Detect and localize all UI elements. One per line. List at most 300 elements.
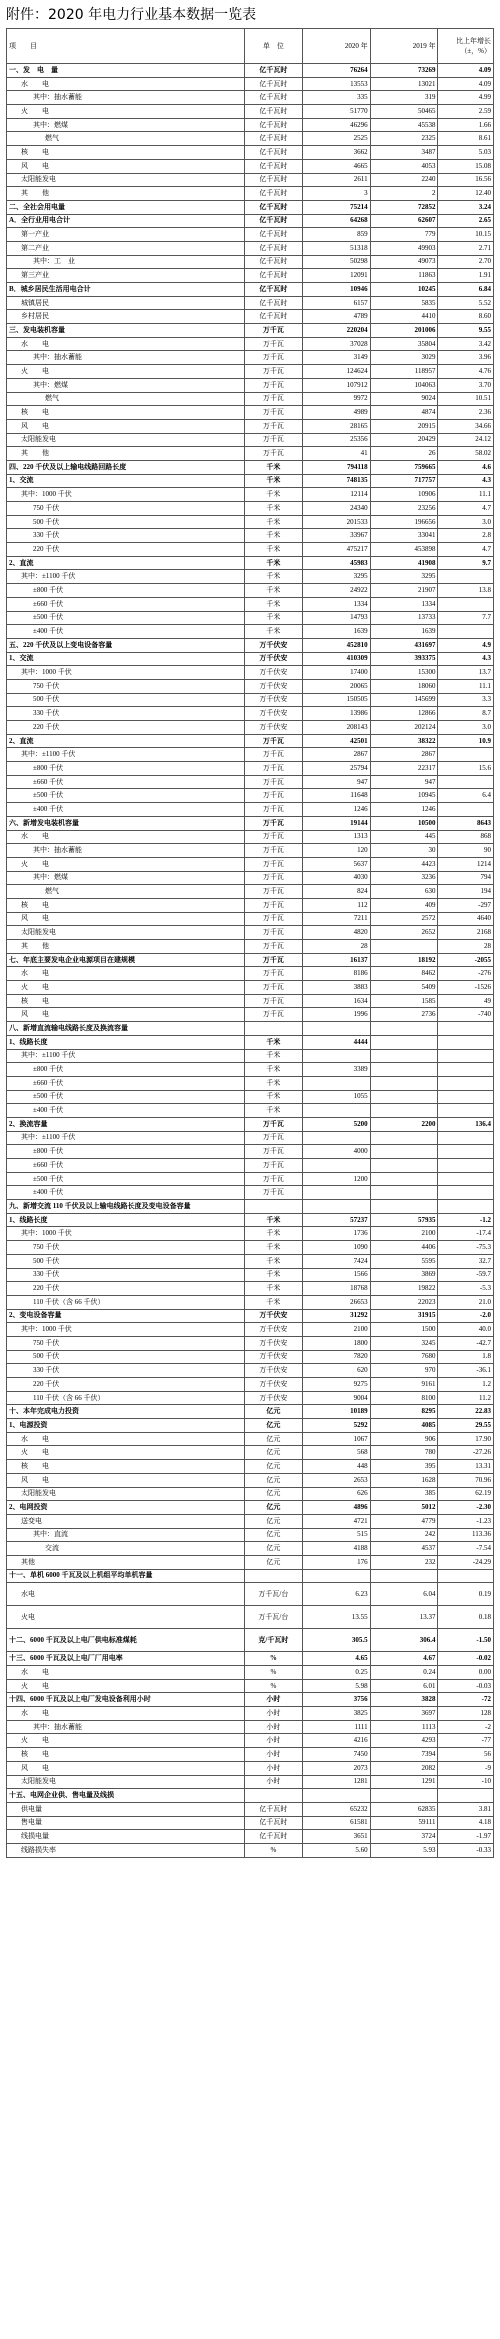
row-2020: 2611 bbox=[302, 173, 370, 187]
row-unit: 千米 bbox=[244, 597, 302, 611]
row-2019: 41908 bbox=[370, 556, 438, 570]
row-2020: 9004 bbox=[302, 1391, 370, 1405]
row-2020: 1566 bbox=[302, 1268, 370, 1282]
row-2020: 14793 bbox=[302, 611, 370, 625]
row-2019: 1585 bbox=[370, 994, 438, 1008]
row-2019: 242 bbox=[370, 1528, 438, 1542]
row-unit: 万千瓦 bbox=[244, 912, 302, 926]
row-unit: 万千伏安 bbox=[244, 1378, 302, 1392]
table-row bbox=[7, 1241, 494, 1255]
row-unit: 小时 bbox=[244, 1707, 302, 1721]
row-item: 220 千伏 bbox=[7, 1282, 245, 1296]
row-item: 二、全社会用电量 bbox=[7, 200, 245, 214]
row-2020: 568 bbox=[302, 1446, 370, 1460]
row-2020: 28 bbox=[302, 940, 370, 954]
row-unit: 万千瓦 bbox=[244, 803, 302, 817]
row-item: ±400 千伏 bbox=[7, 1104, 245, 1118]
row-2019: 7394 bbox=[370, 1748, 438, 1762]
row-unit: 万千瓦 bbox=[244, 1131, 302, 1145]
row-item: 110 千伏（含 66 千伏） bbox=[7, 1295, 245, 1309]
row-2020: 112 bbox=[302, 898, 370, 912]
row-2020: 37028 bbox=[302, 337, 370, 351]
row-2019: 2240 bbox=[370, 173, 438, 187]
row-2019: 3724 bbox=[370, 1830, 438, 1844]
row-2019: 4779 bbox=[370, 1514, 438, 1528]
row-unit: 亿千瓦时 bbox=[244, 1816, 302, 1830]
row-unit: 小时 bbox=[244, 1693, 302, 1707]
row-2019: 21907 bbox=[370, 584, 438, 598]
row-unit: 小时 bbox=[244, 1720, 302, 1734]
row-item: 水 电 bbox=[7, 1432, 245, 1446]
row-growth bbox=[438, 775, 494, 789]
row-2019: 4.67 bbox=[370, 1652, 438, 1666]
row-unit: 万千瓦 bbox=[244, 898, 302, 912]
row-growth bbox=[438, 1172, 494, 1186]
table-row bbox=[7, 365, 494, 379]
row-growth: 3.3 bbox=[438, 693, 494, 707]
row-item: ±500 千伏 bbox=[7, 789, 245, 803]
row-item: 其中：燃煤 bbox=[7, 378, 245, 392]
row-2019: 4537 bbox=[370, 1542, 438, 1556]
row-growth bbox=[438, 1569, 494, 1583]
row-2020: 3651 bbox=[302, 1830, 370, 1844]
row-item: 其中：工 业 bbox=[7, 255, 245, 269]
row-2020: 24922 bbox=[302, 584, 370, 598]
row-2020: 794118 bbox=[302, 460, 370, 474]
row-item: 火 电 bbox=[7, 1446, 245, 1460]
table-row bbox=[7, 885, 494, 899]
row-2019: 2867 bbox=[370, 748, 438, 762]
row-unit: 亿千瓦时 bbox=[244, 1802, 302, 1816]
row-2019: 45538 bbox=[370, 118, 438, 132]
table-row bbox=[7, 173, 494, 187]
row-item: 供电量 bbox=[7, 1802, 245, 1816]
row-growth: -7.54 bbox=[438, 1542, 494, 1556]
row-item: 110 千伏（含 66 千伏） bbox=[7, 1391, 245, 1405]
table-row bbox=[7, 1405, 494, 1419]
row-2020: 448 bbox=[302, 1460, 370, 1474]
row-item: 第二产业 bbox=[7, 241, 245, 255]
row-unit: 万千伏安 bbox=[244, 666, 302, 680]
row-2020: 120 bbox=[302, 844, 370, 858]
row-growth: 113.36 bbox=[438, 1528, 494, 1542]
row-2019: 385 bbox=[370, 1487, 438, 1501]
row-2020: 1996 bbox=[302, 1008, 370, 1022]
row-item: 核 电 bbox=[7, 146, 245, 160]
table-row bbox=[7, 1186, 494, 1200]
row-growth: 13.7 bbox=[438, 666, 494, 680]
row-unit: 万千瓦 bbox=[244, 337, 302, 351]
row-item: 九、新增交流 110 千伏及以上输电线路长度及变电设备容量 bbox=[7, 1200, 245, 1214]
row-2020: 26653 bbox=[302, 1295, 370, 1309]
row-2020: 61581 bbox=[302, 1816, 370, 1830]
row-item: 水 电 bbox=[7, 1666, 245, 1680]
row-2019: 50465 bbox=[370, 105, 438, 119]
row-2019: 49073 bbox=[370, 255, 438, 269]
row-unit: 万千瓦/台 bbox=[244, 1606, 302, 1629]
row-unit: 亿千瓦时 bbox=[244, 241, 302, 255]
row-2020: 107912 bbox=[302, 378, 370, 392]
table-row bbox=[7, 77, 494, 91]
row-2020: 410309 bbox=[302, 652, 370, 666]
table-row bbox=[7, 953, 494, 967]
row-growth: 4.18 bbox=[438, 1816, 494, 1830]
row-growth bbox=[438, 597, 494, 611]
row-item: 其中：±1100 千伏 bbox=[7, 748, 245, 762]
row-2020: 33967 bbox=[302, 529, 370, 543]
table-row bbox=[7, 803, 494, 817]
row-unit: 万千瓦 bbox=[244, 365, 302, 379]
row-growth: 6.4 bbox=[438, 789, 494, 803]
row-item: 六、新增发电装机容量 bbox=[7, 816, 245, 830]
row-2020 bbox=[302, 1104, 370, 1118]
row-item: 220 千伏 bbox=[7, 721, 245, 735]
row-growth: -1.2 bbox=[438, 1213, 494, 1227]
table-row bbox=[7, 351, 494, 365]
table-row bbox=[7, 543, 494, 557]
row-growth: 4.76 bbox=[438, 365, 494, 379]
table-row bbox=[7, 1748, 494, 1762]
table-row bbox=[7, 597, 494, 611]
row-2020: 626 bbox=[302, 1487, 370, 1501]
row-unit: 千米 bbox=[244, 570, 302, 584]
row-2020: 5637 bbox=[302, 857, 370, 871]
row-growth: -59.7 bbox=[438, 1268, 494, 1282]
row-2019: 57935 bbox=[370, 1213, 438, 1227]
row-growth: 2.71 bbox=[438, 241, 494, 255]
row-unit: 万千瓦 bbox=[244, 953, 302, 967]
row-unit: 亿千瓦时 bbox=[244, 91, 302, 105]
row-unit: 万千瓦 bbox=[244, 940, 302, 954]
row-growth: 3.0 bbox=[438, 515, 494, 529]
row-growth: -42.7 bbox=[438, 1336, 494, 1350]
row-2020: 50298 bbox=[302, 255, 370, 269]
row-2019 bbox=[370, 1789, 438, 1803]
row-2020: 824 bbox=[302, 885, 370, 899]
row-growth bbox=[438, 803, 494, 817]
table-row bbox=[7, 1391, 494, 1405]
row-unit: 万千瓦 bbox=[244, 324, 302, 338]
row-2019: 409 bbox=[370, 898, 438, 912]
row-growth: 3.0 bbox=[438, 721, 494, 735]
row-growth: 62.19 bbox=[438, 1487, 494, 1501]
row-item: 其中：燃煤 bbox=[7, 871, 245, 885]
row-2020: 452810 bbox=[302, 638, 370, 652]
row-growth: 49 bbox=[438, 994, 494, 1008]
row-2020: 620 bbox=[302, 1364, 370, 1378]
table-header bbox=[7, 29, 494, 64]
row-growth bbox=[438, 1145, 494, 1159]
row-2019: 947 bbox=[370, 775, 438, 789]
row-2019: 73269 bbox=[370, 64, 438, 78]
row-2019: 393375 bbox=[370, 652, 438, 666]
table-row bbox=[7, 940, 494, 954]
row-item: 其中：1000 千伏 bbox=[7, 666, 245, 680]
row-unit: 亿元 bbox=[244, 1514, 302, 1528]
row-growth: 4.3 bbox=[438, 474, 494, 488]
row-2019: 4085 bbox=[370, 1419, 438, 1433]
row-item: ±660 千伏 bbox=[7, 775, 245, 789]
row-growth: 1.2 bbox=[438, 1378, 494, 1392]
row-2019: 3828 bbox=[370, 1693, 438, 1707]
table-row bbox=[7, 789, 494, 803]
row-unit: 亿元 bbox=[244, 1473, 302, 1487]
data-table bbox=[6, 28, 494, 1858]
row-2019: 8462 bbox=[370, 967, 438, 981]
table-row bbox=[7, 1350, 494, 1364]
row-unit: 千米 bbox=[244, 460, 302, 474]
row-2020: 1313 bbox=[302, 830, 370, 844]
row-item: 2、电网投资 bbox=[7, 1501, 245, 1515]
table-row bbox=[7, 1282, 494, 1296]
table-row bbox=[7, 981, 494, 995]
row-2020: 24340 bbox=[302, 502, 370, 516]
row-item: 售电量 bbox=[7, 1816, 245, 1830]
row-unit: 万千瓦 bbox=[244, 378, 302, 392]
header-2019: 2019 年 bbox=[370, 29, 438, 64]
table-row bbox=[7, 611, 494, 625]
row-2019: 104063 bbox=[370, 378, 438, 392]
row-item: 其 他 bbox=[7, 187, 245, 201]
row-growth: 2.8 bbox=[438, 529, 494, 543]
row-2019: 62835 bbox=[370, 1802, 438, 1816]
table-row bbox=[7, 912, 494, 926]
row-unit bbox=[244, 1789, 302, 1803]
row-growth: 4.9 bbox=[438, 638, 494, 652]
row-growth: 9.7 bbox=[438, 556, 494, 570]
row-2019: 4053 bbox=[370, 159, 438, 173]
row-item: 500 千伏 bbox=[7, 1254, 245, 1268]
row-growth bbox=[438, 1063, 494, 1077]
row-item: 风 电 bbox=[7, 1473, 245, 1487]
row-growth: 5.52 bbox=[438, 296, 494, 310]
row-2019: 38322 bbox=[370, 734, 438, 748]
row-growth bbox=[438, 1022, 494, 1036]
row-2019 bbox=[370, 1035, 438, 1049]
table-row bbox=[7, 638, 494, 652]
row-2020: 335 bbox=[302, 91, 370, 105]
table-row bbox=[7, 1049, 494, 1063]
row-unit: 万千瓦 bbox=[244, 1145, 302, 1159]
row-unit: 千米 bbox=[244, 502, 302, 516]
row-2020: 3389 bbox=[302, 1063, 370, 1077]
row-2019: 49903 bbox=[370, 241, 438, 255]
row-2020: 3756 bbox=[302, 1693, 370, 1707]
row-item: 750 千伏 bbox=[7, 502, 245, 516]
table-row bbox=[7, 118, 494, 132]
row-item: ±500 千伏 bbox=[7, 1090, 245, 1104]
row-2020: 75214 bbox=[302, 200, 370, 214]
row-unit: 小时 bbox=[244, 1734, 302, 1748]
table-row bbox=[7, 228, 494, 242]
row-growth: 136.4 bbox=[438, 1117, 494, 1131]
table-row bbox=[7, 1090, 494, 1104]
row-growth: 21.0 bbox=[438, 1295, 494, 1309]
row-unit: 万千瓦 bbox=[244, 844, 302, 858]
row-2019: 10906 bbox=[370, 488, 438, 502]
row-growth bbox=[438, 1090, 494, 1104]
row-growth: 3.70 bbox=[438, 378, 494, 392]
row-2019: 13021 bbox=[370, 77, 438, 91]
row-growth: -1.50 bbox=[438, 1629, 494, 1652]
row-unit: 亿千瓦时 bbox=[244, 228, 302, 242]
row-growth: 3.42 bbox=[438, 337, 494, 351]
row-unit: 万千瓦 bbox=[244, 433, 302, 447]
row-item: 风 电 bbox=[7, 159, 245, 173]
row-growth bbox=[438, 1789, 494, 1803]
row-unit: 万千瓦 bbox=[244, 1159, 302, 1173]
row-unit bbox=[244, 1200, 302, 1214]
row-2019: 10500 bbox=[370, 816, 438, 830]
row-growth: 1.91 bbox=[438, 269, 494, 283]
table-row bbox=[7, 1076, 494, 1090]
table-row bbox=[7, 159, 494, 173]
table-row bbox=[7, 1606, 494, 1629]
row-growth bbox=[438, 625, 494, 639]
row-2019: 2572 bbox=[370, 912, 438, 926]
table-row bbox=[7, 1652, 494, 1666]
table-row bbox=[7, 898, 494, 912]
row-item: 风 电 bbox=[7, 1761, 245, 1775]
row-item: 核 电 bbox=[7, 994, 245, 1008]
row-unit: 亿元 bbox=[244, 1446, 302, 1460]
row-item: 水 电 bbox=[7, 830, 245, 844]
row-item: ±800 千伏 bbox=[7, 1145, 245, 1159]
row-growth: 0.18 bbox=[438, 1606, 494, 1629]
table-row bbox=[7, 652, 494, 666]
row-item: 2、直流 bbox=[7, 734, 245, 748]
row-unit: 万千伏安 bbox=[244, 1336, 302, 1350]
row-growth: 3.96 bbox=[438, 351, 494, 365]
table-row bbox=[7, 1446, 494, 1460]
row-2019: 1113 bbox=[370, 1720, 438, 1734]
row-2020: 13986 bbox=[302, 707, 370, 721]
row-item: 太阳能发电 bbox=[7, 1775, 245, 1789]
row-2019: 72852 bbox=[370, 200, 438, 214]
header-unit: 单 位 bbox=[244, 29, 302, 64]
row-item: 1、电源投资 bbox=[7, 1419, 245, 1433]
row-growth: -0.02 bbox=[438, 1652, 494, 1666]
row-2019 bbox=[370, 1145, 438, 1159]
row-item: 220 千伏 bbox=[7, 543, 245, 557]
table-row bbox=[7, 1131, 494, 1145]
row-2019: 196656 bbox=[370, 515, 438, 529]
table-row bbox=[7, 693, 494, 707]
table-row bbox=[7, 1514, 494, 1528]
row-unit: 万千瓦 bbox=[244, 816, 302, 830]
row-growth: -2 bbox=[438, 1720, 494, 1734]
table-row bbox=[7, 1364, 494, 1378]
row-2019: 26 bbox=[370, 447, 438, 461]
row-unit: 千米 bbox=[244, 1282, 302, 1296]
row-item: 十四、6000 千瓦及以上电厂发电设备利用小时 bbox=[7, 1693, 245, 1707]
row-2019: 780 bbox=[370, 1446, 438, 1460]
row-item: 十三、6000 千瓦及以上电厂厂用电率 bbox=[7, 1652, 245, 1666]
row-growth: -1.23 bbox=[438, 1514, 494, 1528]
row-2020: 748135 bbox=[302, 474, 370, 488]
row-2020: 25794 bbox=[302, 762, 370, 776]
row-unit: 万千伏安 bbox=[244, 1391, 302, 1405]
row-2019: 5409 bbox=[370, 981, 438, 995]
row-unit: 亿千瓦时 bbox=[244, 132, 302, 146]
row-growth: 3.24 bbox=[438, 200, 494, 214]
row-item: 330 千伏 bbox=[7, 529, 245, 543]
row-2020: 1634 bbox=[302, 994, 370, 1008]
row-2019: 30 bbox=[370, 844, 438, 858]
row-growth: 4.09 bbox=[438, 64, 494, 78]
row-2020: 176 bbox=[302, 1555, 370, 1569]
row-unit: 亿千瓦时 bbox=[244, 1830, 302, 1844]
row-growth: 11.1 bbox=[438, 488, 494, 502]
row-item: 其中：1000 千伏 bbox=[7, 1227, 245, 1241]
row-unit: 万千瓦 bbox=[244, 775, 302, 789]
row-growth: 10.9 bbox=[438, 734, 494, 748]
row-unit: 万千瓦 bbox=[244, 447, 302, 461]
table-row bbox=[7, 1295, 494, 1309]
row-item: 太阳能发电 bbox=[7, 926, 245, 940]
row-unit: 千米 bbox=[244, 488, 302, 502]
row-2020: 7211 bbox=[302, 912, 370, 926]
row-2019: 7680 bbox=[370, 1350, 438, 1364]
row-2019: 9024 bbox=[370, 392, 438, 406]
row-unit: 万千瓦 bbox=[244, 392, 302, 406]
row-2020: 1090 bbox=[302, 1241, 370, 1255]
row-2019: 5595 bbox=[370, 1254, 438, 1268]
table-row bbox=[7, 1008, 494, 1022]
row-growth: 2168 bbox=[438, 926, 494, 940]
row-growth: 28 bbox=[438, 940, 494, 954]
table-row bbox=[7, 515, 494, 529]
row-unit: 亿元 bbox=[244, 1555, 302, 1569]
row-2020: 3295 bbox=[302, 570, 370, 584]
row-item: 风 电 bbox=[7, 1008, 245, 1022]
row-item: 火 电 bbox=[7, 105, 245, 119]
row-2020: 10189 bbox=[302, 1405, 370, 1419]
row-unit: 万千伏安 bbox=[244, 707, 302, 721]
row-item: 四、220 千伏及以上输电线路回路长度 bbox=[7, 460, 245, 474]
row-unit: 亿千瓦时 bbox=[244, 118, 302, 132]
row-2020 bbox=[302, 1186, 370, 1200]
row-2019: 4423 bbox=[370, 857, 438, 871]
row-unit: 万千瓦 bbox=[244, 351, 302, 365]
row-2020: 51770 bbox=[302, 105, 370, 119]
table-row bbox=[7, 283, 494, 297]
row-2020: 28165 bbox=[302, 419, 370, 433]
row-2020: 3883 bbox=[302, 981, 370, 995]
table-row bbox=[7, 269, 494, 283]
row-2019: 970 bbox=[370, 1364, 438, 1378]
row-growth: 2.36 bbox=[438, 406, 494, 420]
table-row bbox=[7, 1583, 494, 1606]
table-row bbox=[7, 830, 494, 844]
row-2019: 118957 bbox=[370, 365, 438, 379]
row-item: 500 千伏 bbox=[7, 693, 245, 707]
row-growth: 2.65 bbox=[438, 214, 494, 228]
table-row bbox=[7, 1542, 494, 1556]
row-item: 风 电 bbox=[7, 912, 245, 926]
row-2019: 9161 bbox=[370, 1378, 438, 1392]
row-unit: 亿元 bbox=[244, 1460, 302, 1474]
row-growth: 13.8 bbox=[438, 584, 494, 598]
table-row bbox=[7, 406, 494, 420]
row-item: 其中：±1100 千伏 bbox=[7, 570, 245, 584]
row-unit: 万千伏安 bbox=[244, 679, 302, 693]
row-unit: 千米 bbox=[244, 474, 302, 488]
row-unit: 亿元 bbox=[244, 1419, 302, 1433]
table-row bbox=[7, 967, 494, 981]
row-2019: 630 bbox=[370, 885, 438, 899]
row-item: 其中：1000 千伏 bbox=[7, 488, 245, 502]
